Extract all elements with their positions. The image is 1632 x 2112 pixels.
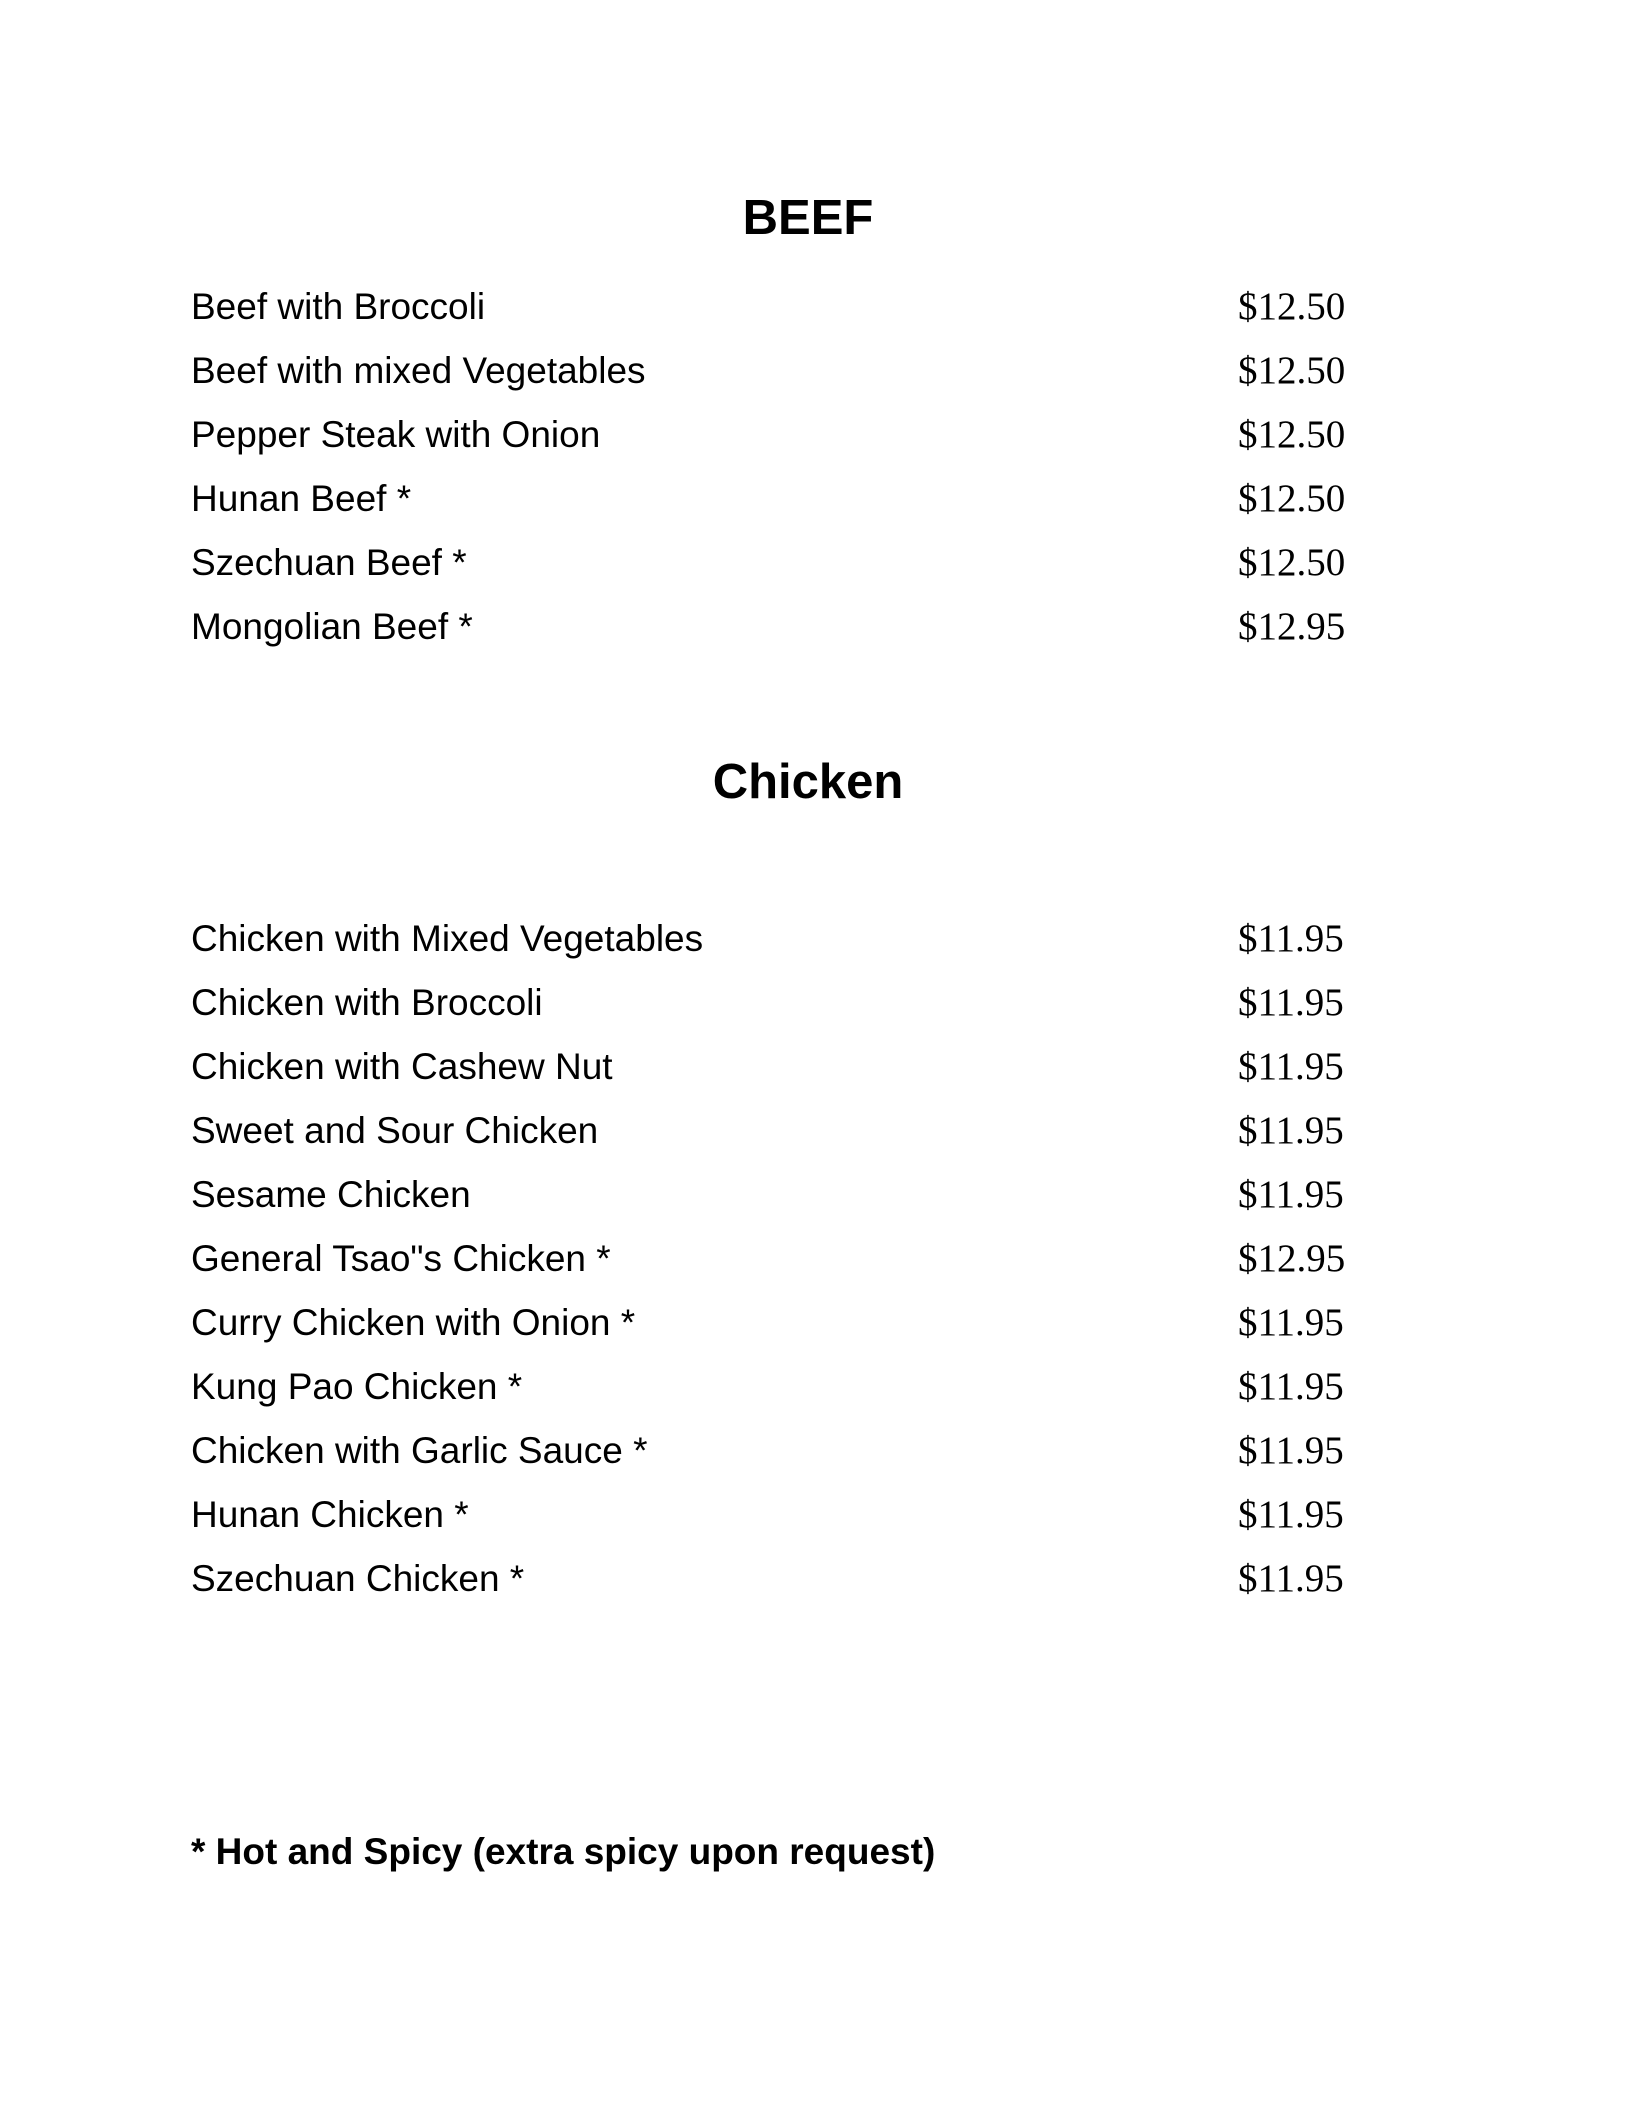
item-name: Curry Chicken with Onion * (191, 1302, 636, 1343)
item-name: Sesame Chicken (191, 1174, 471, 1215)
menu-item-chicken-with-cashew-nut (191, 1037, 1344, 1101)
item-price: $12.50 (1238, 541, 1346, 584)
menu-item-chicken-with-mixed-vegetables (191, 909, 1344, 973)
item-price: $12.50 (1238, 477, 1346, 520)
chicken-menu-list (191, 909, 1346, 1613)
item-price: $11.95 (1238, 1301, 1344, 1344)
item-name: Chicken with Cashew Nut (191, 1046, 613, 1087)
menu-item-hunan-chicken (191, 1485, 1344, 1549)
item-name: Kung Pao Chicken * (191, 1366, 523, 1407)
menu-item-hunan-beef (191, 469, 1346, 533)
item-name: Hunan Beef * (191, 478, 412, 519)
item-name: Chicken with Garlic Sauce * (191, 1430, 648, 1471)
item-name: Chicken with Broccoli (191, 982, 543, 1023)
item-price: $11.95 (1238, 1109, 1344, 1152)
item-name: General Tsao"s Chicken * (191, 1238, 611, 1279)
beef-section-title: BEEF (742, 191, 874, 245)
menu-item-mongolian-beef (191, 597, 1346, 661)
item-price: $12.50 (1238, 413, 1346, 456)
item-name: Szechuan Chicken * (191, 1558, 525, 1599)
menu-item-curry-chicken-with-onion (191, 1293, 1344, 1357)
menu-item-chicken-with-broccoli (191, 973, 1344, 1037)
menu-item-beef-with-broccoli (191, 277, 1346, 341)
item-price: $11.95 (1238, 1493, 1344, 1536)
item-name: Beef with Broccoli (191, 286, 486, 327)
menu-item-sesame-chicken (191, 1165, 1344, 1229)
item-name: Sweet and Sour Chicken (191, 1110, 599, 1151)
item-price: $11.95 (1238, 1557, 1344, 1600)
item-price: $11.95 (1238, 1045, 1344, 1088)
menu-item-sweet-and-sour-chicken (191, 1101, 1344, 1165)
beef-menu-list (191, 277, 1346, 661)
item-price: $11.95 (1238, 1173, 1344, 1216)
menu-item-szechuan-beef (191, 533, 1346, 597)
item-price: $11.95 (1238, 1429, 1344, 1472)
menu-item-kung-pao-chicken (191, 1357, 1344, 1421)
item-name: Pepper Steak with Onion (191, 414, 601, 455)
item-name: Mongolian Beef * (191, 606, 473, 647)
item-price: $11.95 (1238, 981, 1344, 1024)
menu-item-beef-with-mixed-vegetables (191, 341, 1346, 405)
item-price: $12.95 (1238, 605, 1346, 648)
menu-item-chicken-with-garlic-sauce (191, 1421, 1344, 1485)
item-name: Hunan Chicken * (191, 1494, 469, 1535)
item-price: $12.95 (1238, 1237, 1346, 1280)
item-price: $11.95 (1238, 917, 1344, 960)
menu-item-szechuan-chicken (191, 1549, 1344, 1613)
item-name: Beef with mixed Vegetables (191, 350, 646, 391)
item-price: $12.50 (1238, 349, 1346, 392)
item-name: Chicken with Mixed Vegetables (191, 918, 704, 959)
menu-item-pepper-steak-with-onion (191, 405, 1346, 469)
item-name: Szechuan Beef * (191, 542, 467, 583)
menu-item-general-tsaos-chicken (191, 1229, 1346, 1293)
item-price: $11.95 (1238, 1365, 1344, 1408)
spicy-footnote: * Hot and Spicy (extra spicy upon request) (191, 1831, 936, 1872)
chicken-section-title: Chicken (712, 755, 904, 809)
item-price: $12.50 (1238, 285, 1346, 328)
